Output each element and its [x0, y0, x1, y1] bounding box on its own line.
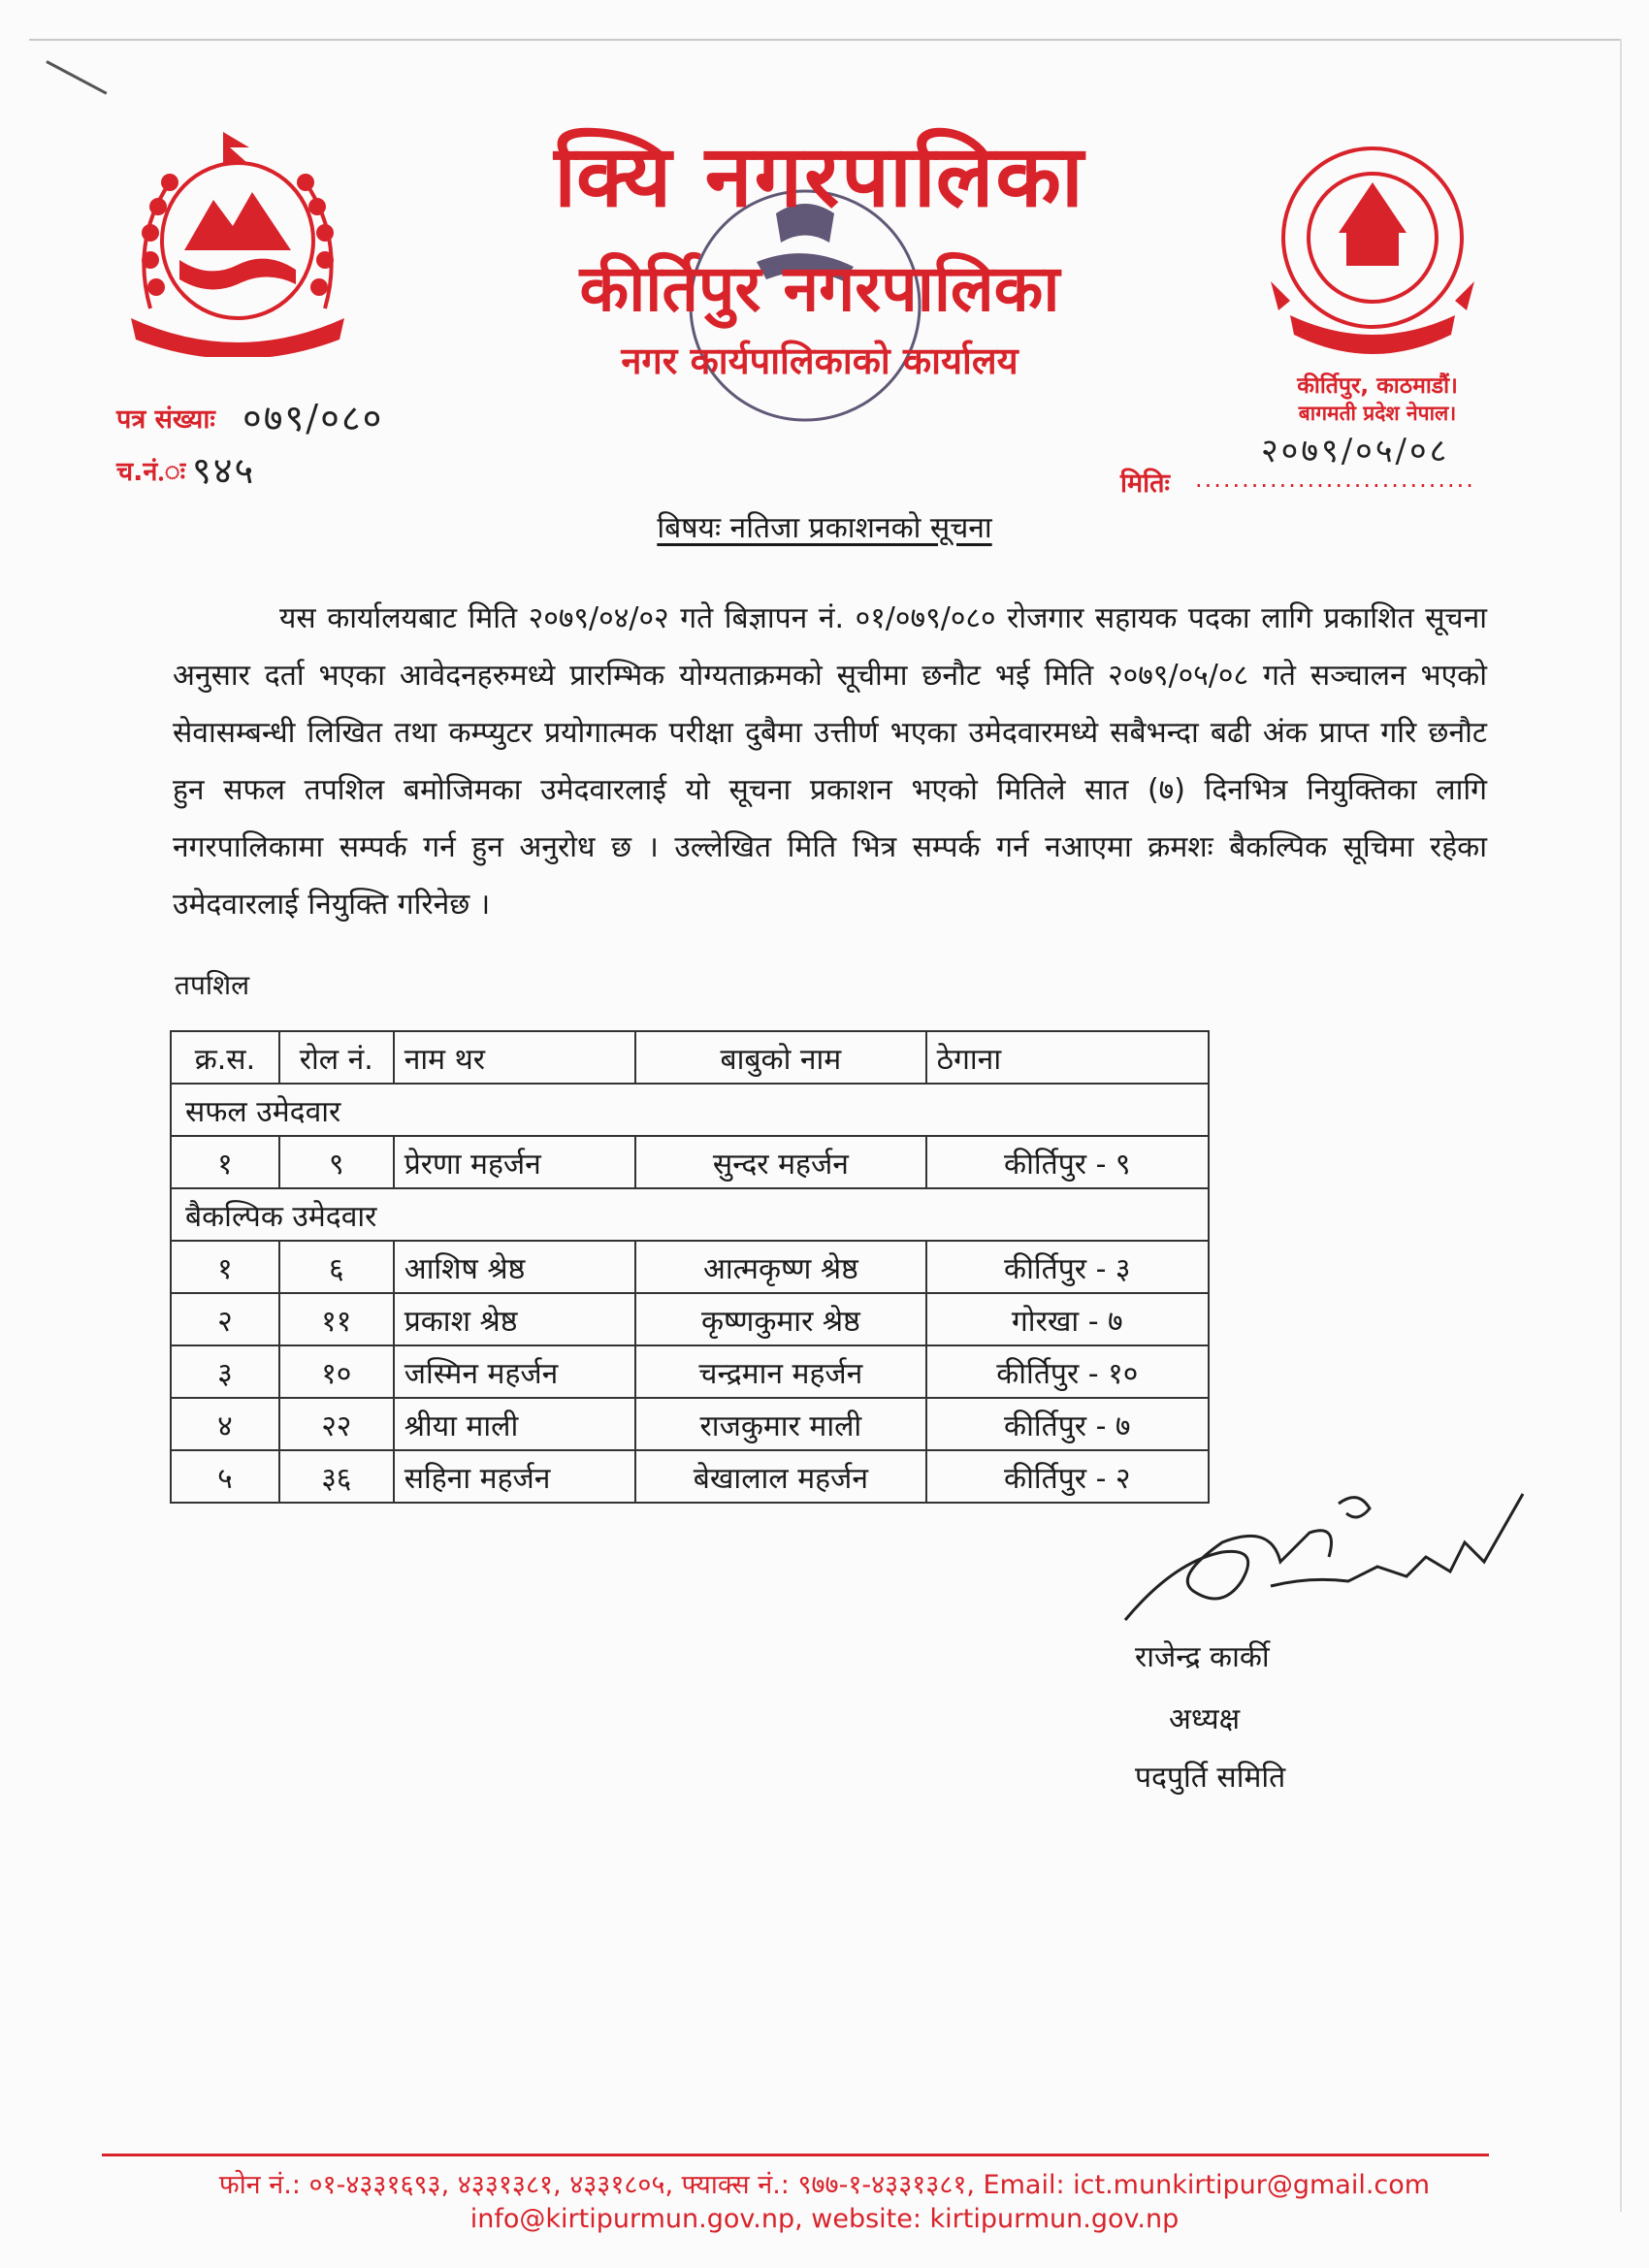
cell-name: प्रेरणा महर्जन: [394, 1136, 635, 1188]
notice-body: यस कार्यालयबाट मिति २०७९/०४/०२ गते बिज्ञापन नं. ०१/०७९/०८० रोजगार सहायक पदका लागि प्रकाशित सूचना अनुसार दर्ता भएका आवेदनहरुमध्ये प्रारम्भिक योग्यताक्रमको सूचीमा छनौट भई मिति २०७९/०५/०८ गते सञ्चालन भएको सेवासम्बन्धी लिखित तथा कम्प्युटर प्रयोगात्मक परीक्षा दुबैमा उत्तीर्ण भएका उमेदवारमध्ये सबैभन्दा बढी अंक प्राप्त गरि छनौट हुन सफल तपशिल बमोजिमका उमेदवारलाई यो सूचना प्रकाशन भएको मितिले सात (७) दिनभित्र नियुक्तिका लागि नगरपालिकामा सम्पर्क गर्न हुन अनुरोध छ । उल्लेखित मिति भित्र सम्पर्क गर्न नआएमा क्रमशः बैकल्पिक सूचिमा रहेका उमेदवारलाई नियुक्ति गरिनेछ ।: [173, 601, 1487, 922]
subject-text: बिषयः नतिजा प्रकाशनको सूचना: [657, 511, 992, 545]
results-table: [170, 1030, 1210, 1504]
table-row: [171, 1345, 1209, 1398]
cell-address: कीर्तिपुर - ३: [926, 1241, 1209, 1293]
cell-roll: ३६: [279, 1450, 394, 1503]
cell-roll: ६: [279, 1241, 394, 1293]
nepal-emblem-icon: [112, 124, 364, 357]
section-row: [171, 1084, 1209, 1136]
address-line2: बागमती प्रदेश नेपाल।: [1298, 402, 1457, 425]
chalani-label: च.नं.ः: [116, 457, 186, 487]
cell-sn: २: [171, 1293, 279, 1345]
header-cell: ठेगाना: [926, 1031, 1209, 1084]
patra-label: पत्र संख्याः: [116, 405, 215, 435]
section-title: सफल उमेदवार: [171, 1084, 1209, 1136]
miti-dots: ..............................: [1195, 466, 1475, 493]
cell-father: कृष्णकुमार श्रेष्ठ: [635, 1293, 925, 1345]
section-row: [171, 1188, 1209, 1241]
municipality-seal-icon: [1261, 136, 1484, 364]
header-cell: रोल नं.: [279, 1031, 394, 1084]
cell-roll: २२: [279, 1398, 394, 1450]
cell-address: कीर्तिपुर - १०: [926, 1345, 1209, 1398]
footer-web: info@kirtipurmun.gov.np, website: kirtipurmun.gov.np: [469, 2204, 1180, 2234]
signatory-committee: पदपुर्ति समिति: [1135, 1761, 1286, 1795]
cell-sn: ४: [171, 1398, 279, 1450]
cell-address: कीर्तिपुर - ९: [926, 1136, 1209, 1188]
header-cell: क्र.स.: [171, 1031, 279, 1084]
address-line1: कीर्तिपुर, काठमाडौं।: [1297, 373, 1458, 399]
footer-divider: [102, 2154, 1489, 2156]
table-row: [171, 1293, 1209, 1345]
cell-father: सुन्दर महर्जन: [635, 1136, 925, 1188]
cell-sn: ३: [171, 1345, 279, 1398]
patra-value: ०७९/०८०: [242, 397, 384, 439]
signature-icon: [1116, 1484, 1533, 1639]
tapashil-label: तपशिल: [175, 969, 250, 1001]
title-sub: नगर कार्यपालिकाको कार्यालय: [621, 340, 1018, 382]
cell-roll: १०: [279, 1345, 394, 1398]
signatory-name: राजेन्द्र कार्की: [1135, 1640, 1270, 1674]
cell-sn: १: [171, 1136, 279, 1188]
cell-father: आत्मकृष्ण श्रेष्ठ: [635, 1241, 925, 1293]
chalani-value: ९४५: [192, 449, 256, 492]
cell-name: प्रकाश श्रेष्ठ: [394, 1293, 635, 1345]
cell-roll: ९: [279, 1136, 394, 1188]
cell-sn: १: [171, 1241, 279, 1293]
subject-line: [0, 506, 1649, 546]
cell-father: चन्द्रमान महर्जन: [635, 1345, 925, 1398]
table-row: [171, 1450, 1209, 1503]
header-cell: बाबुको नाम: [635, 1031, 925, 1084]
scan-border-right: [1620, 39, 1622, 2212]
cell-sn: ५: [171, 1450, 279, 1503]
miti-label: मितिः: [1120, 469, 1170, 499]
cell-father: राजकुमार माली: [635, 1398, 925, 1450]
table-header-row: [171, 1031, 1209, 1084]
cell-address: कीर्तिपुर - ७: [926, 1398, 1209, 1450]
cell-roll: ११: [279, 1293, 394, 1345]
scan-border-top: [29, 39, 1620, 41]
title-main: कीर्तिपुर नगरपालिका: [579, 251, 1060, 326]
cell-address: कीर्तिपुर - २: [926, 1450, 1209, 1503]
table-row: [171, 1136, 1209, 1188]
footer-contact: फोन नं.: ०१-४३३१६९३, ४३३१३८१, ४३३१८०५, फ्याक्स नं.: ९७७-१-४३३१३८१, Email: ict.munkirtipur@gmail.com: [218, 2170, 1431, 2200]
date-handwritten: २०७९/०५/०८: [1261, 432, 1450, 470]
cell-name: आशिष श्रेष्ठ: [394, 1241, 635, 1293]
scan-mark: [46, 60, 107, 95]
cell-father: बेखालाल महर्जन: [635, 1450, 925, 1503]
cell-name: जस्मिन महर्जन: [394, 1345, 635, 1398]
cell-name: सहिना महर्जन: [394, 1450, 635, 1503]
title-nepal-bhasa: क्यि नगरपालिका: [554, 125, 1085, 226]
cell-address: गोरखा - ७: [926, 1293, 1209, 1345]
section-title: बैकल्पिक उमेदवार: [171, 1188, 1209, 1241]
signatory-role: अध्यक्ष: [1169, 1702, 1241, 1736]
table-row: [171, 1241, 1209, 1293]
table-row: [171, 1398, 1209, 1450]
header-cell: नाम थर: [394, 1031, 635, 1084]
cell-name: श्रीया माली: [394, 1398, 635, 1450]
